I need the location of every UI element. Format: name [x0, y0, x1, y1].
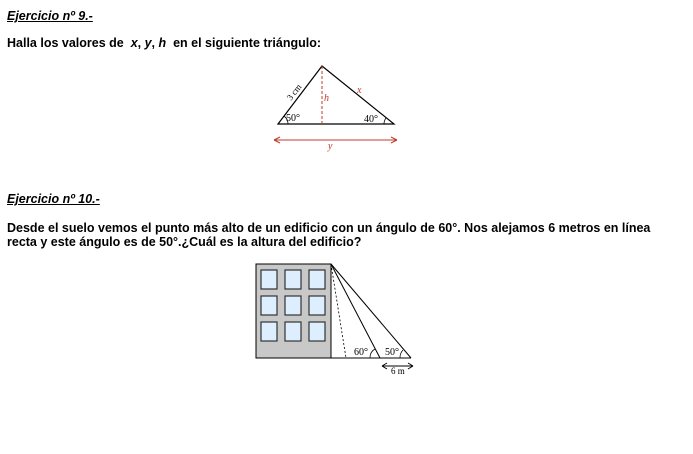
hypotenuse-label: x	[357, 85, 362, 96]
windows	[261, 270, 325, 341]
window	[309, 296, 325, 315]
angle-near-label: 60°	[354, 347, 368, 358]
exercise-10-heading: Ejercicio nº 10.-	[7, 192, 100, 206]
base-label: y	[328, 141, 333, 152]
window	[261, 296, 277, 315]
height-label: h	[324, 93, 329, 104]
angle-far-label: 50°	[385, 347, 399, 358]
angle-arc-far	[400, 350, 403, 358]
sight-line-near	[331, 264, 380, 358]
exercise-10-line-1: Desde el suelo vemos el punto más alto de un edificio con un ángulo de 60°. Nos alejamos 6 metros en línea	[7, 221, 651, 235]
window	[285, 270, 301, 289]
angle-arc-near	[370, 349, 375, 358]
window	[309, 322, 325, 341]
window	[285, 296, 301, 315]
variable-h: h	[158, 36, 167, 50]
exercise-10-line-2: recta y este ángulo es de 50°.¿Cuál es la altura del edificio?	[7, 235, 362, 249]
distance-label: 6 m	[391, 366, 405, 376]
window	[285, 322, 301, 341]
window	[309, 270, 325, 289]
variable-y: y	[144, 36, 152, 50]
separator: ,	[151, 36, 159, 50]
angle-right-label: 40°	[364, 114, 378, 125]
building-figure	[256, 264, 413, 376]
variable-x: x	[130, 36, 138, 50]
window	[261, 322, 277, 341]
question-suffix: en el siguiente triángulo:	[173, 36, 322, 50]
exercise-9-heading: Ejercicio nº 9.-	[7, 9, 93, 23]
side-label: 3 cm	[284, 82, 304, 103]
separator: ,	[137, 36, 145, 50]
question-prefix: Halla los valores de	[7, 36, 124, 50]
angle-left-label: 50°	[286, 113, 300, 124]
sight-line-far	[331, 264, 411, 358]
window	[261, 270, 277, 289]
angle-arc-right	[384, 118, 386, 124]
